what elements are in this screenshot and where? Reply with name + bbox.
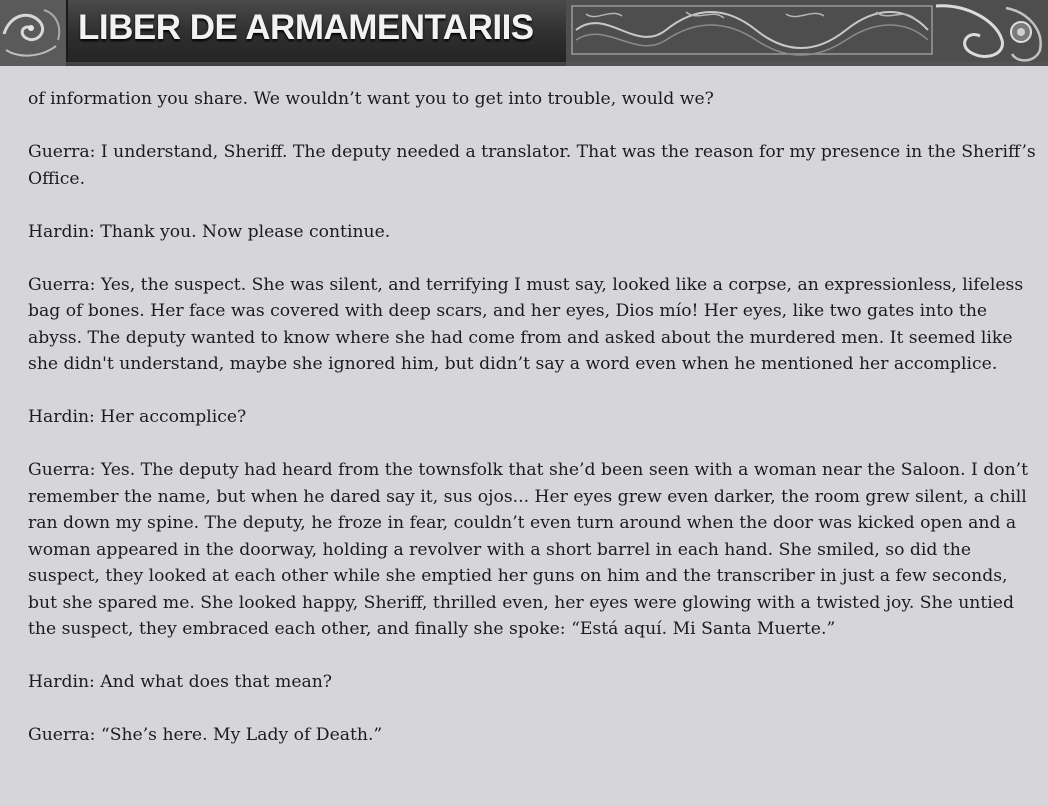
- banner-shadow: [0, 62, 1048, 66]
- transcript-paragraph: Guerra: I understand, Sheriff. The deputy needed a translator. That was the reason for my presence in the Sheriff’s Office.: [28, 142, 1036, 189]
- page-title: LIBER DE ARMAMENTARIIS: [78, 8, 534, 47]
- transcript-paragraph: of information you share. We wouldn’t want you to get into trouble, would we?: [28, 89, 714, 109]
- transcript-paragraph: Guerra: Yes. The deputy had heard from the townsfolk that she’d been seen with a woman near the Saloon. I don’t remember the name, but when he dared say it, sus ojos... Her eyes grew even darker, the room grew silent, a chill ran down my spine. The deputy, he froze in fear, couldn’t even turn around when the door was kicked open and a woman appeared in the doorway, holding a revolver with a short barrel in each hand. She smiled, so did the suspect, they looked at each other while she emptied her guns on him and the transcriber in just a few seconds, but she spared me. She looked happy, Sheriff, thrilled even, her eyes were glowing with a twisted joy. She untied the suspect, they embraced each other, and finally she spoke: “Está aquí. Mi Santa Muerte.”: [28, 460, 1029, 639]
- scroll-ornament-icon: [0, 0, 66, 66]
- transcript-paragraph: Hardin: Her accomplice?: [28, 407, 247, 427]
- transcript-text: [28, 86, 1038, 775]
- transcript-paragraph: Guerra: Yes, the suspect. She was silent, and terrifying I must say, looked like a corpse, an expressionless, lifeless bag of bones. Her face was covered with deep scars, and her eyes, Dios mío! Her eyes, like two gates into the abyss. The deputy wanted to know where she had come from and asked about the murdered men. It seemed like she didn't understand, maybe she ignored him, but didn’t say a word even when he mentioned her accomplice.: [28, 274, 1024, 374]
- title-plate: [66, 0, 570, 62]
- transcript-paragraph: Hardin: Thank you. Now please continue.: [28, 221, 391, 242]
- transcript-paragraph: Guerra: “She’s here. My Lady of Death.”: [28, 725, 383, 745]
- filigree-ornament-icon: [566, 0, 1048, 66]
- transcript-paragraph: Hardin: And what does that mean?: [28, 672, 333, 692]
- header-banner: [0, 0, 1048, 66]
